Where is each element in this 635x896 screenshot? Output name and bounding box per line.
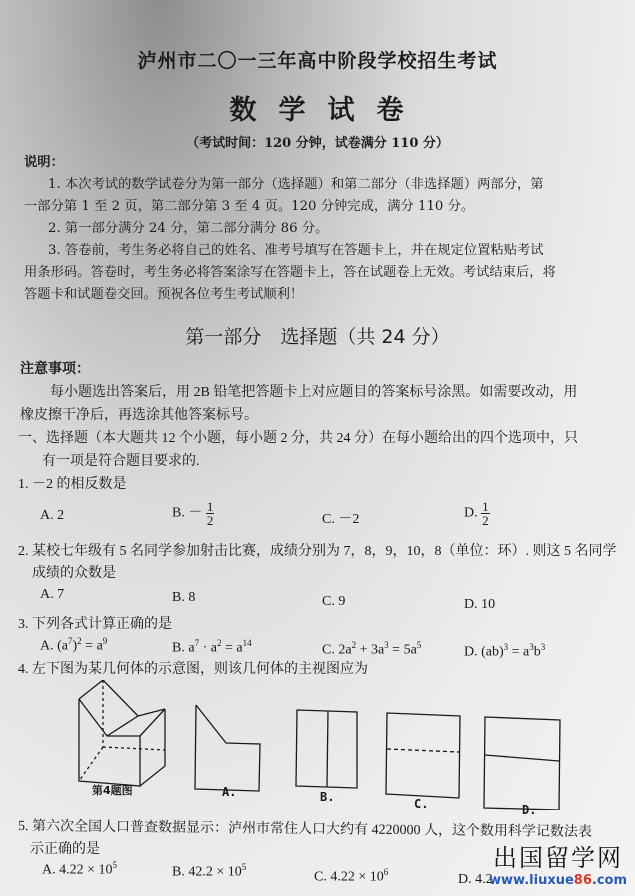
exam-meta: （考试时间：120 分钟，试卷满分 110 分） (186, 136, 449, 151)
part-heading: 有一项是符合题目要求的. (42, 454, 200, 469)
question-2-stem: 2. 某校七年级有 5 名同学参加射击比赛，成绩分别为 7，8，9，10，8（单位：环）. 则这 5 名同学 (18, 544, 617, 559)
fraction: $\frac{1}{2}$ (482, 499, 489, 528)
q2-option-d: D. 10 (464, 597, 496, 612)
instruction-line: 2. 第一部分满分 24 分，第二部分满分 86 分。 (48, 221, 329, 236)
option-d-view (484, 717, 560, 810)
subject-title: 数学试卷 (229, 95, 426, 126)
question-5-stem: 示正确的是 (30, 842, 100, 857)
solid-3d-figure (79, 680, 165, 786)
option-a-view (195, 705, 260, 791)
q1-option-c: C. －2 (322, 512, 360, 527)
figure-label-c: C. (414, 797, 429, 811)
q1-d-prefix: D. (464, 505, 478, 521)
instruction-line: 一部分第 1 至 2 页，第二部分第 3 至 4 页。120 分钟完成，满分 110 分。 (24, 199, 475, 214)
q2-option-c: C. 9 (322, 594, 346, 609)
section-title: 第一部分 选择题（共 24 分） (185, 326, 450, 348)
figure-label-a: A. (222, 785, 237, 799)
notice-line: 每小题选出答案后，用 2B 铅笔把答题卡上对应题目的答案标号涂黑。如需要改动，用 (50, 385, 578, 400)
part-heading: 一、选择题（本大题共 12 个小题，每小题 2 分，共 24 分）在每小题给出的四个选项中，只 (18, 431, 578, 446)
watermark-site-name: 出国留学网 (493, 844, 623, 872)
notice-heading: 注意事项： (20, 362, 90, 377)
figure-label-d: D. (522, 803, 537, 817)
q3-option-c: C. $2a^2 + 3a^3 = 5a^5$ (322, 640, 422, 658)
question-3-stem: 3. 下列各式计算正确的是 (18, 617, 172, 632)
instruction-line: 3. 答卷前，考生务必将自己的姓名、准考号填写在答题卡上，并在规定位置粘贴考试 (48, 243, 544, 258)
instruction-line: 1. 本次考试的数学试卷分为第一部分（选择题）和第二部分（非选择题）两部分，第 (48, 177, 544, 192)
q3-option-b: B. $a^7 \cdot a^2 = a^{14}$ (172, 638, 252, 656)
q1-option-d (464, 500, 490, 527)
q2-option-b: B. 8 (172, 590, 196, 605)
site-watermark (489, 838, 627, 888)
q3-option-a: A. $(a^7)^2 = a^9$ (40, 636, 108, 654)
q1-b-prefix: B. － (172, 505, 203, 521)
question-2-stem: 成绩的众数是 (32, 566, 116, 581)
watermark-url: www.liuxue86.com (489, 873, 627, 888)
question-1-stem: 1. －2 的相反数是 (18, 477, 127, 492)
figure-caption: 第4题图 (92, 784, 133, 797)
notice-line: 橡皮擦干净后，再选涂其他答案标号。 (20, 408, 258, 423)
option-c-view (386, 713, 460, 798)
q5-option-c: C. $4.22 \times 10^6$ (314, 867, 389, 885)
option-b-view (296, 710, 357, 788)
q2-option-a: A. 7 (40, 587, 65, 602)
q1-option-a: A. 2 (40, 508, 65, 523)
q5-option-b: B. $42.2 \times 10^5$ (172, 862, 247, 880)
exam-title: 泸州市二〇一三年高中阶段学校招生考试 (137, 50, 498, 72)
question-4-stem: 4. 左下图为某几何体的示意图，则该几何体的主视图应为 (18, 662, 368, 677)
instruction-line: 用条形码。答卷时，考生务必将答案涂写在答题卡上，答在试题卷上无效。考试结束后，将 (24, 265, 556, 280)
q1-option-b (172, 500, 214, 527)
figure-label-b: B. (320, 790, 335, 804)
instructions-heading: 说明： (24, 155, 64, 170)
q5-option-d: D. 4.2 (458, 872, 493, 887)
q5-option-a: A. $4.22 \times 10^5$ (42, 860, 118, 878)
q3-option-d: D. $(ab)^3 = a^3b^3$ (464, 642, 546, 660)
question-5-stem: 5. 第六次全国人口普查数据显示：泸州市常住人口大约有 4220000 人，这个数用科学记数法表 (17, 819, 593, 841)
instruction-line: 答题卡和试题卷交回。预祝各位考生考试顺利！ (24, 287, 304, 302)
fraction: $\frac{1}{2}$ (206, 499, 214, 528)
